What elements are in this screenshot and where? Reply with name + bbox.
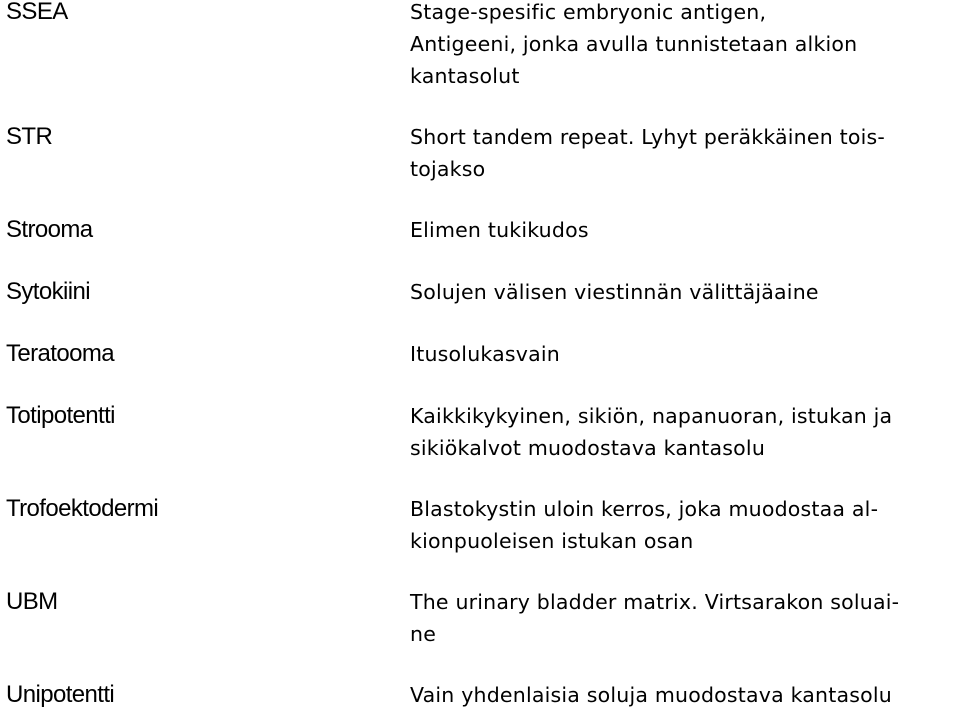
glossary-definition [410,586,958,650]
definition-line: Itusolukasvain [410,342,560,366]
definition-line: Blastokystin uloin kerros, joka muodostaa al- [410,497,879,521]
definition-line: tojakso [410,157,486,181]
glossary-definition [410,400,958,464]
glossary-term: SSEA [6,0,68,25]
glossary-term: UBM [6,588,58,615]
glossary-definition [410,338,958,370]
glossary-term: Strooma [6,216,93,243]
definition-line: The urinary bladder matrix. Virtsarakon soluai- [410,590,900,614]
glossary-definition [410,493,958,557]
definition-line: sikiökalvot muodostava kantasolu [410,436,766,460]
definition-line: kantasolut [410,64,520,88]
definition-line: ne [410,622,437,646]
definition-line: Short tandem repeat. Lyhyt peräkkäinen tois- [410,125,885,149]
glossary-term: Unipotentti [6,681,115,708]
glossary-definition [410,214,958,246]
glossary-definition [410,276,958,308]
glossary-definition [410,679,958,711]
definition-line: Elimen tukikudos [410,218,589,242]
glossary-definition [410,121,958,185]
definition-line: Solujen välisen viestinnän välittäjäaine [410,280,819,304]
glossary-definition [410,0,958,92]
glossary-term: Trofoektodermi [6,495,159,522]
definition-line: Antigeeni, jonka avulla tunnistetaan alkion [410,32,858,56]
definition-line: Stage-spesific embryonic antigen, [410,0,767,24]
glossary-term: Totipotentti [6,402,115,429]
definition-line: kionpuoleisen istukan osan [410,529,694,553]
definition-line: Kaikkikykyinen, sikiön, napanuoran, istukan ja [410,404,893,428]
glossary-term: Sytokiini [6,278,90,305]
definition-line: Vain yhdenlaisia soluja muodostava kantasolu [410,683,892,707]
glossary-term: STR [6,123,53,150]
glossary-term: Teratooma [6,340,114,367]
